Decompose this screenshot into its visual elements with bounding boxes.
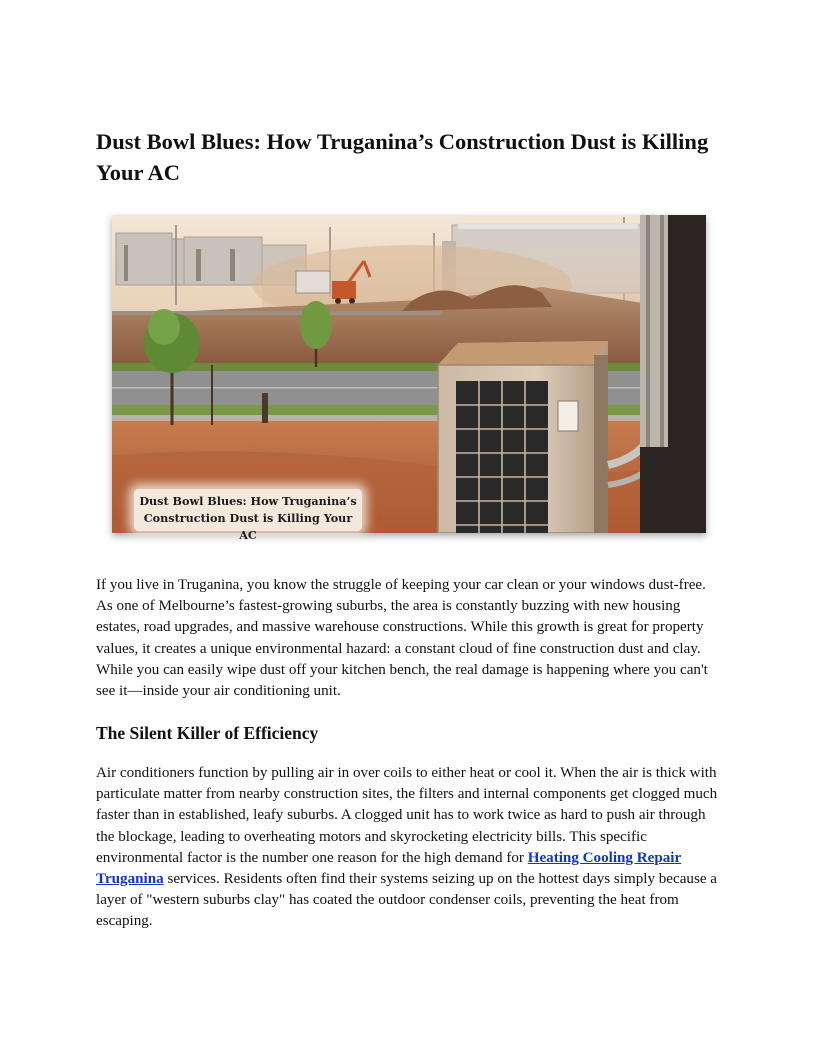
ac-unit (438, 341, 608, 533)
hero-image-caption (134, 489, 362, 542)
section-paragraph (96, 763, 722, 933)
hero-image (112, 215, 706, 533)
caption-line-1: Dust Bowl Blues: How Truganina’s (139, 494, 357, 508)
intro-paragraph: If you live in Truganina, you know the struggle of keeping your car clean or your windows dust-free. As one of Melbourne’s fastest-growing suburbs, the area is constantly buzzing with new housing estates, road upgrades, and massive warehouse constructions. While this growth is great for property values, it creates a unique environmental hazard: a constant cloud of fine construction dust and clay. While you can easily wipe dust off your kitchen bench, the real damage is happening where you can't see it—inside your air conditioning unit. (96, 577, 708, 700)
heating-cooling-repair-link[interactable]: Heating Cooling Repair Truganina (96, 849, 682, 888)
article-title: Dust Bowl Blues: How Truganina’s Construction Dust is Killing Your AC (96, 129, 709, 185)
construction-site-illustration (112, 215, 706, 533)
section-paragraph-text-after-link: services. Residents often find their systems seizing up on the hottest days simply because a layer of "western suburbs clay" has coated the outdoor condenser coils, preventing the heat from escaping. (96, 871, 717, 930)
section-heading: The Silent Killer of Efficiency (96, 723, 319, 743)
caption-line-2: Construction Dust is Killing Your AC (143, 511, 353, 542)
section-paragraph-text-before-link: Air conditioners function by pulling air in over coils to either heat or cool it. When the air is thick with particulate matter from nearby construction sites, the filters and internal components get clogged much faster than in established, leafy suburbs. A clogged unit has to work twice as hard to push air through the blockage, leading to overheating motors and skyrocketing electricity bills. This specific environmental factor is the number one reason for the high demand for (96, 765, 718, 866)
